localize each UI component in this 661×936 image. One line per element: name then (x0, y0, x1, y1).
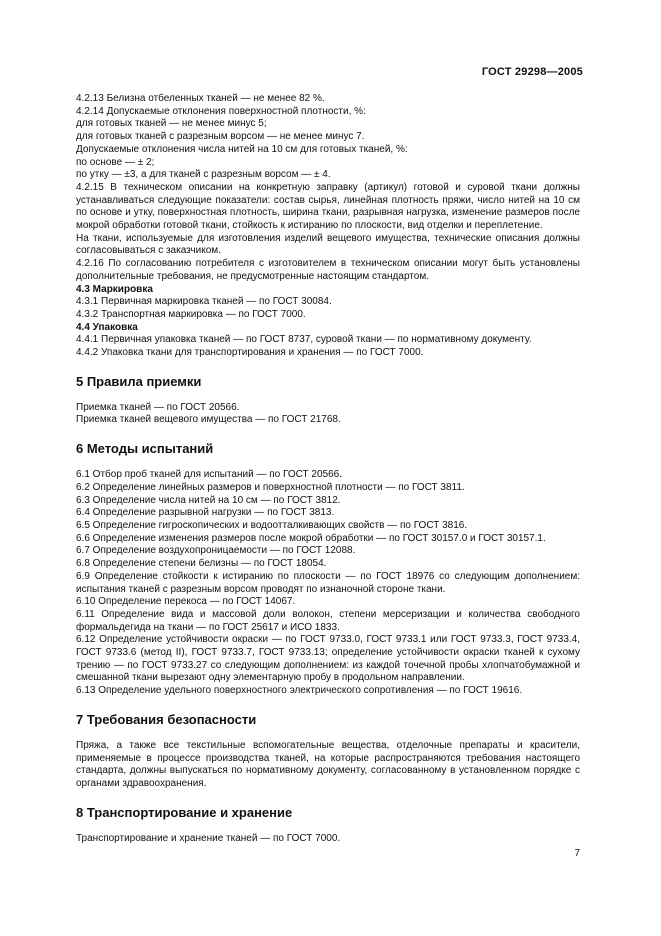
paragraph: 4.2.14 Допускаемые отклонения поверхностной плотности, %: (76, 105, 366, 117)
page-number: 7 (574, 848, 580, 859)
paragraph: Приемка тканей вещевого имущества — по ГОСТ 21768. (76, 414, 341, 426)
paragraph: 6.4 Определение разрывной нагрузки — по ГОСТ 3813. (76, 507, 335, 519)
paragraph: 6.6 Определение изменения размеров после мокрой обработки — по ГОСТ 30157.0 и ГОСТ 30157.1. (76, 532, 546, 544)
section-heading-test-methods: 6 Методы испытаний (76, 441, 214, 457)
paragraph: 4.2.15 В техническом описании на конкретную заправку (артикул) готовой и суровой ткани должны устанавливаться следующие показатели: состав сырья, линейная плотность пряжи, число нитей на 10 см по основе и утку, поверхностная плотность, ширина ткани, разрывная нагрузка, изменение размеров после мокрой обработки готовой ткани, стойкость к истиранию по плоскости, вид отделки и переплетение. (76, 181, 580, 232)
page-content (76, 93, 580, 845)
paragraph: 6.5 Определение гигроскопических и водоотталкивающих свойств — по ГОСТ 3816. (76, 519, 468, 531)
paragraph: для готовых тканей — не менее минус 5; (76, 118, 267, 130)
paragraph: 4.3.1 Первичная маркировка тканей — по ГОСТ 30084. (76, 296, 332, 308)
paragraph: На ткани, используемые для изготовления изделий вещевого имущества, технические описания должны согласовываться с заказчиком. (76, 232, 580, 257)
paragraph: 6.13 Определение удельного поверхностного электрического сопротивления — по ГОСТ 19616. (76, 685, 523, 697)
paragraph: 6.9 Определение стойкости к истиранию по плоскости — по ГОСТ 18976 со следующим дополнением: испытания тканей с разрезным ворсом проводят по изнаночной стороне ткани. (76, 570, 580, 595)
paragraph: 4.4.2 Упаковка ткани для транспортирования и хранения — по ГОСТ 7000. (76, 347, 424, 359)
paragraph: по утку — ±3, а для тканей с разрезным ворсом — ± 4. (76, 169, 331, 181)
paragraph: 6.1 Отбор проб тканей для испытаний — по ГОСТ 20566. (76, 469, 342, 481)
section-heading-safety: 7 Требования безопасности (76, 711, 257, 727)
paragraph: 6.11 Определение вида и массовой доли волокон, степени мерсеризации и количества свободного формальдегида на ткани — по ГОСТ 25617 и ИСО 1833. (76, 608, 580, 633)
paragraph: 4.3.2 Транспортная маркировка — по ГОСТ 7000. (76, 308, 306, 320)
paragraph: 6.12 Определение устойчивости окраски — по ГОСТ 9733.0, ГОСТ 9733.1 или ГОСТ 9733.3, ГОСТ 9733.4, ГОСТ 9733.6 (метод II), ГОСТ 9733.7, ГОСТ 9733.13; определение устойчивости окраски тканей к сухому трению — по ГОСТ 9733.27 со следующим дополнением: из каждой точечной пробы хлопчатобумажной и смешанной ткани вырезают одну элементарную пробу в продольном направлении. (76, 634, 580, 684)
paragraph: 4.4.1 Первичная упаковка тканей — по ГОСТ 8737, суровой ткани — по нормативному документу. (76, 334, 532, 346)
paragraph: 6.8 Определение степени белизны — по ГОСТ 18054. (76, 558, 327, 570)
subsection-heading-packing: 4.4 Упаковка (76, 321, 138, 333)
paragraph: 6.10 Определение перекоса — по ГОСТ 14067. (76, 596, 296, 608)
paragraph: 4.2.16 По согласованию потребителя с изготовителем в техническом описании могут быть установлены дополнительные требования, не предусмотренные настоящим стандартом. (76, 258, 580, 282)
subsection-heading-marking: 4.3 Маркировка (76, 283, 153, 295)
paragraph: 6.2 Определение линейных размеров и поверхностной плотности — по ГОСТ 3811. (76, 481, 465, 493)
paragraph: для готовых тканей с разрезным ворсом — не менее минус 7. (76, 131, 365, 143)
paragraph: Транспортирование и хранение тканей — по ГОСТ 7000. (76, 832, 341, 844)
document-id: ГОСТ 29298—2005 (481, 66, 583, 78)
section-heading-transport-storage: 8 Транспортирование и хранение (76, 804, 293, 820)
paragraph: по основе — ± 2; (76, 156, 155, 168)
paragraph: 6.3 Определение числа нитей на 10 см — по ГОСТ 3812. (76, 494, 341, 506)
paragraph: 6.7 Определение воздухопроницаемости — по ГОСТ 12088. (76, 545, 356, 557)
paragraph: Приемка тканей — по ГОСТ 20566. (76, 401, 240, 413)
paragraph: 4.2.13 Белизна отбеленных тканей — не менее 82 %. (76, 93, 325, 104)
paragraph: Пряжа, а также все текстильные вспомогательные вещества, отделочные препараты и красители, применяемые в процессе производства тканей, на которые распространяются требования настоящего стандарта, должны выпускаться по нормативному документу, согласованному в установленном порядке с органами здравоохранения. (76, 739, 580, 789)
section-heading-acceptance: 5 Правила приемки (76, 373, 202, 389)
paragraph: Допускаемые отклонения числа нитей на 10 см для готовых тканей, %: (76, 143, 408, 155)
